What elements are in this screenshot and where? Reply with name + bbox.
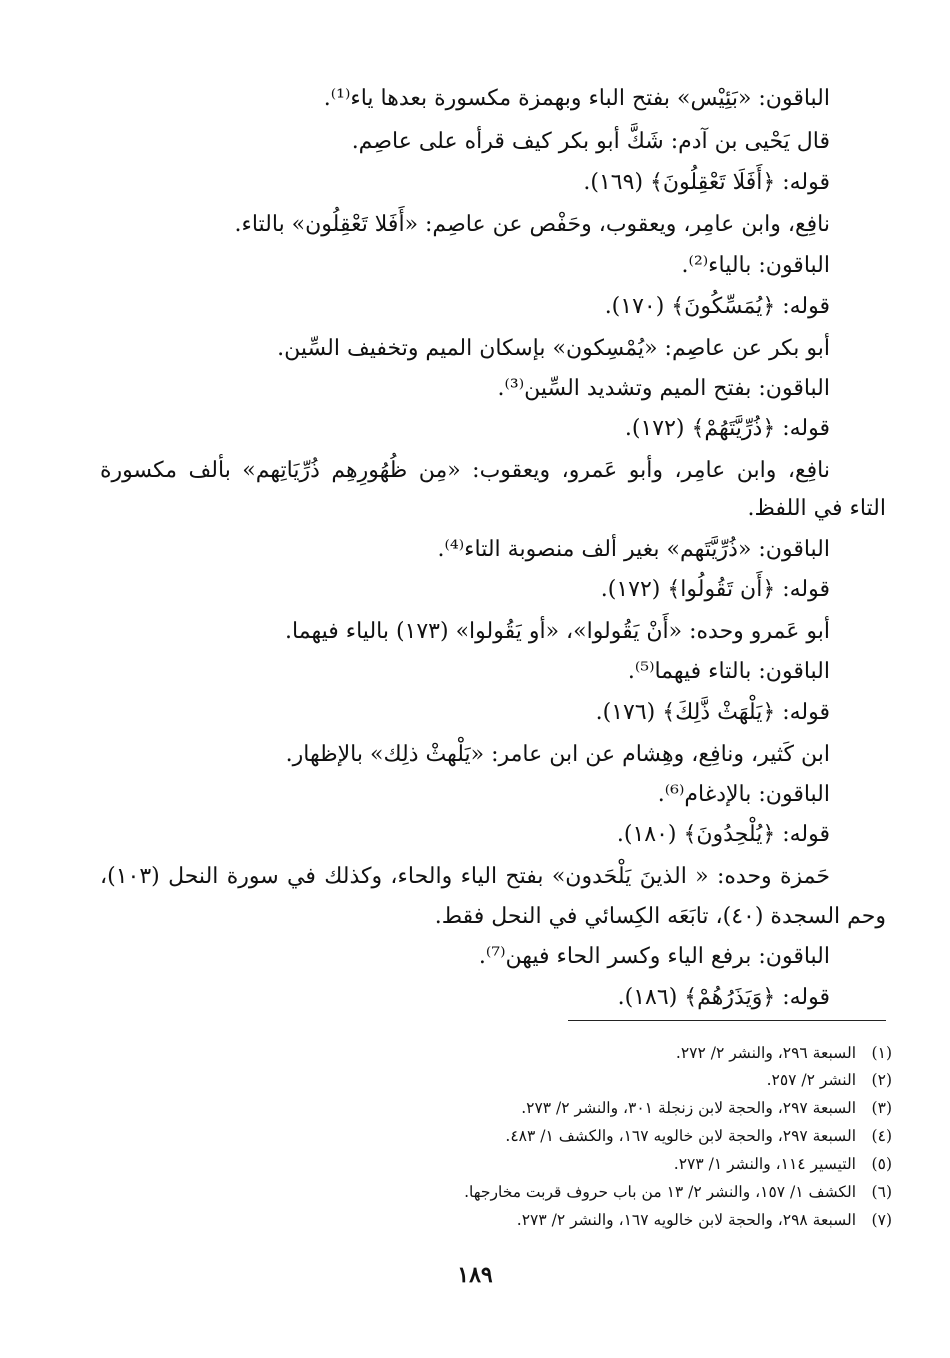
text-line: نافِع، وابن عامِر، ويعقوب، وحَفْص عن عاصِم: «أَفَلا تَعْقِلُون» بالتاء. bbox=[234, 212, 830, 237]
footnote-number: (٧) bbox=[871, 1211, 892, 1229]
verse-heading: قوله: ﴿ذُرِّيَّتَهُمْ﴾ (١٧٢). bbox=[624, 416, 830, 441]
text-line: قال يَحْيى بن آدم: شَكَّ أبو بكر كيف قرأه على عاصِم. bbox=[351, 129, 830, 154]
footnote-number: (٤) bbox=[871, 1127, 892, 1145]
text-line: الباقون: بالياء⁽²⁾. bbox=[681, 253, 830, 278]
text-line: الباقون: بفتح الميم وتشديد السِّين⁽³⁾. bbox=[497, 376, 830, 401]
footnote-text: السبعة ٢٩٨، والحجة لابن خالويه ١٦٧، والنشر ٢/ ٢٧٣. bbox=[516, 1211, 856, 1229]
verse-heading: قوله: ﴿وَيَذَرُهُمْ﴾ (١٨٦). bbox=[617, 985, 830, 1010]
verse-heading: قوله: ﴿يُلْحِدُونَ﴾ (١٨٠). bbox=[616, 822, 830, 847]
footnote bbox=[332, 1180, 892, 1204]
footnote-number: (١) bbox=[871, 1044, 892, 1062]
footnote-text: النشر ٢/ ٢٥٧. bbox=[766, 1071, 856, 1089]
verse-heading: قوله: ﴿أَن تَقُولُوا﴾ (١٧٢). bbox=[600, 577, 830, 602]
footnote bbox=[332, 1152, 892, 1176]
footnote bbox=[332, 1208, 892, 1232]
footnote bbox=[332, 1068, 892, 1092]
footnote bbox=[332, 1096, 892, 1120]
text-line: أبو عَمرو وحده: «أَنْ يَقُولوا»، «أو يَقُولوا» (١٧٣) بالياء فيهما. bbox=[285, 619, 830, 644]
verse-heading: قوله: ﴿أَفَلَا تَعْقِلُونَ﴾ (١٦٩). bbox=[583, 170, 830, 195]
text-line: الباقون: بالإدغام⁽⁶⁾. bbox=[657, 782, 830, 807]
footnote-number: (٥) bbox=[871, 1155, 892, 1173]
footnote-text: السبعة ٢٩٧، والحجة لابن خالويه ١٦٧، والكشف ١/ ٤٨٣. bbox=[505, 1127, 856, 1145]
footnote bbox=[332, 1124, 892, 1148]
footnote-separator bbox=[568, 1020, 886, 1021]
footnote-text: التيسير ١١٤، والنشر ١/ ٢٧٣. bbox=[673, 1155, 856, 1173]
text-line: الباقون: برفع الياء وكسر الحاء فيهن⁽⁷⁾. bbox=[478, 944, 830, 969]
footnote-number: (٦) bbox=[871, 1183, 892, 1201]
text-line: الباقون: «بَئِيْس» بفتح الباء وبهمزة مكسورة بعدها ياء⁽¹⁾. bbox=[323, 86, 830, 111]
text-line: نافِع، وابن عامِر، وأبو عَمرو، ويعقوب: «مِن ظُهُورِهِم ذُرِّيَاتِهم» بألف مكسورة bbox=[100, 458, 830, 483]
text-line: أبو بكر عن عاصِم: «يُمْسِكون» بإسكان الميم وتخفيف السِّين. bbox=[277, 336, 830, 361]
footnote bbox=[332, 1041, 892, 1065]
footnote-text: السبعة ٢٩٧، والحجة لابن زنجلة ٣٠١، والنشر ٢/ ٢٧٣. bbox=[521, 1099, 856, 1117]
text-line: التاء في اللفظ. bbox=[747, 496, 886, 521]
page-number: ١٨٩ bbox=[457, 1262, 493, 1288]
text-line: الباقون: بالتاء فيهما⁽⁵⁾. bbox=[627, 659, 830, 684]
footnote-text: السبعة ٢٩٦، والنشر ٢/ ٢٧٢. bbox=[675, 1044, 856, 1062]
footnote-number: (٢) bbox=[871, 1071, 892, 1089]
text-line: ابن كَثير، ونافِع، وهِشام عن ابن عامر: «يَلْهثْ ذلِك» بالإظهار. bbox=[285, 742, 830, 767]
text-line: حَمزة وحده: « الذينَ يَلْحَدون» بفتح الياء والحاء، وكذلك في سورة النحل (١٠٣)، bbox=[100, 864, 830, 889]
text-line: وحم السجدة (٤٠)، تابَعَه الكِسائي في النحل فقط. bbox=[434, 904, 886, 929]
verse-heading: قوله: ﴿يَلْهَثْ ذَّلِكَ﴾ (١٧٦). bbox=[595, 700, 830, 725]
footnote-number: (٣) bbox=[871, 1099, 892, 1117]
text-line: الباقون: «ذُرِّيَّتَهم» بغير ألف منصوبة التاء⁽⁴⁾. bbox=[437, 537, 830, 562]
footnote-text: الكشف ١/ ١٥٧، والنشر ٢/ ١٣ من باب حروف قربت مخارجها. bbox=[464, 1183, 856, 1201]
verse-heading: قوله: ﴿يُمَسِّكُونَ﴾ (١٧٠). bbox=[604, 294, 830, 319]
